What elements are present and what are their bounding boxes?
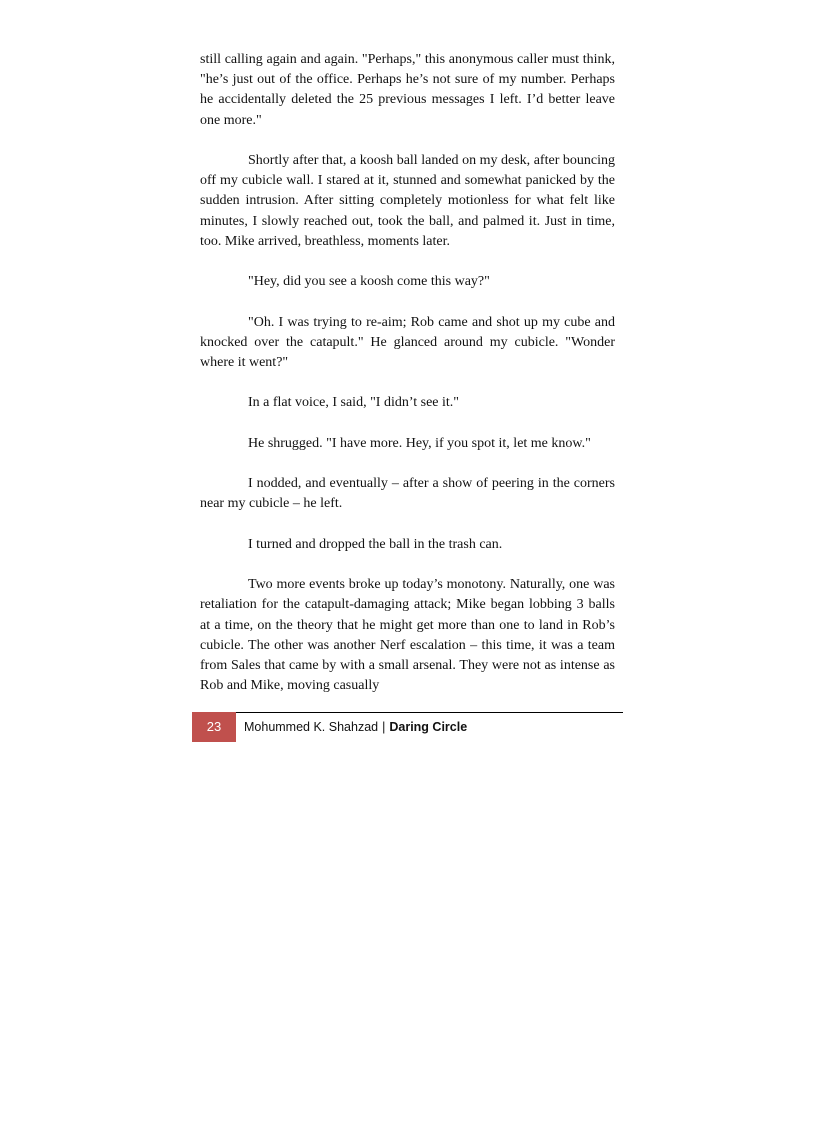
paragraph: "Oh. I was trying to re-aim; Rob came and shot up my cube and knocked over the catapult." He glanced around my cubicle. "Wonder where it went?" (200, 314, 615, 370)
body-text (200, 50, 615, 696)
paragraph: still calling again and again. "Perhaps," this anonymous caller must think, "he’s just out of the office. Perhaps he’s not sure of my number. Perhaps he accidentally deleted the 25 previous messages I left. I’d better leave one more." (200, 52, 615, 128)
paragraph: I turned and dropped the ball in the trash can. (248, 536, 503, 552)
paragraph: He shrugged. "I have more. Hey, if you spot it, let me know." (248, 435, 591, 451)
page-number: 23 (192, 712, 236, 742)
footer-separator: | (382, 720, 386, 734)
paragraph: In a flat voice, I said, "I didn’t see it." (248, 395, 459, 411)
page-footer (192, 712, 623, 742)
paragraph: Shortly after that, a koosh ball landed on my desk, after bouncing off my cubicle wall. I stared at it, stunned and somewhat panicked by the sudden intrusion. After sitting completely motionless for what felt like minutes, I slowly reached out, took the ball, and palmed it. Just in time, too. Mike arrived, breathless, moments later. (200, 153, 615, 249)
paragraph: Two more events broke up today’s monotony. Naturally, one was retaliation for the catapult-damaging attack; Mike began lobbing 3 balls at a time, on the theory that he might get more than one to land in Rob’s cubicle. The other was another Nerf escalation – this time, it was a team from Sales that came by with a small arsenal. They were not as intense as Rob and Mike, moving casually (200, 577, 615, 694)
author-name: Mohummed K. Shahzad (244, 720, 379, 734)
paragraph: I nodded, and eventually – after a show of peering in the corners near my cubicle – he left. (200, 476, 615, 512)
book-title: Daring Circle (389, 720, 468, 734)
running-footer (244, 712, 467, 742)
paragraph: "Hey, did you see a koosh come this way?" (248, 274, 490, 290)
